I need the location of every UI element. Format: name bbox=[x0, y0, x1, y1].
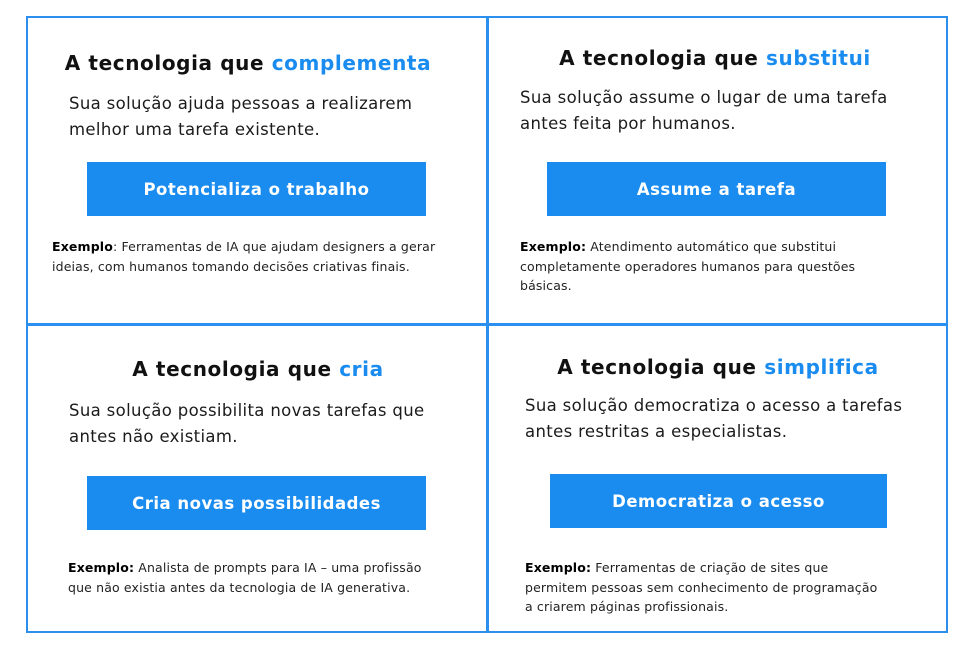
example-label: Exemplo bbox=[52, 239, 113, 254]
example-text: Ferramentas de IA que ajudam designers a gerar bbox=[117, 239, 436, 254]
card-example-line bbox=[68, 558, 422, 578]
cria-possibilidades-button[interactable]: Cria novas possibilidades bbox=[87, 476, 426, 530]
card-simplifica bbox=[489, 326, 946, 631]
potencializa-button[interactable]: Potencializa o trabalho bbox=[87, 162, 426, 216]
card-description-line: antes restritas a especialistas. bbox=[525, 422, 788, 441]
card-description bbox=[69, 398, 425, 450]
card-title bbox=[10, 51, 486, 75]
card-description bbox=[520, 85, 888, 137]
assume-tarefa-button[interactable]: Assume a tarefa bbox=[547, 162, 886, 216]
card-title-highlight: simplifica bbox=[764, 355, 879, 379]
example-text: Atendimento automático que substitui bbox=[586, 239, 837, 254]
card-example-line: a criarem páginas profissionais. bbox=[525, 599, 729, 614]
card-example-line bbox=[525, 558, 877, 578]
card-description-line: melhor uma tarefa existente. bbox=[69, 120, 321, 139]
card-example bbox=[52, 237, 435, 276]
card-description-line: antes feita por humanos. bbox=[520, 114, 736, 133]
card-description-line: Sua solução possibilita novas tarefas que bbox=[69, 401, 425, 420]
example-label: Exemplo: bbox=[525, 560, 592, 575]
example-label-separator: : bbox=[112, 239, 118, 254]
card-example-line: ideias, com humanos tomando decisões criativas finais. bbox=[52, 258, 410, 274]
card-example-line: básicas. bbox=[520, 278, 572, 293]
card-example bbox=[68, 558, 422, 597]
card-title bbox=[490, 355, 946, 379]
card-title bbox=[484, 46, 946, 70]
card-title-prefix: A tecnologia que bbox=[557, 355, 757, 379]
card-title bbox=[30, 357, 486, 381]
card-description-line: antes não existiam. bbox=[69, 427, 238, 446]
card-example-line bbox=[520, 237, 855, 257]
card-example bbox=[520, 237, 855, 296]
card-title-highlight: cria bbox=[339, 357, 384, 381]
card-example-line: que não existia antes da tecnologia de IA generativa. bbox=[68, 579, 411, 595]
card-complementa bbox=[28, 18, 486, 323]
example-label: Exemplo: bbox=[68, 560, 135, 575]
card-description-line: Sua solução assume o lugar de uma tarefa bbox=[520, 88, 888, 107]
card-example-line: permitem pessoas sem conhecimento de programação bbox=[525, 579, 878, 595]
example-text: Analista de prompts para IA – uma profissão bbox=[134, 560, 422, 575]
card-title-prefix: A tecnologia que bbox=[132, 357, 332, 381]
card-substitui bbox=[489, 18, 946, 323]
card-title-prefix: A tecnologia que bbox=[559, 46, 759, 70]
card-description-line: Sua solução democratiza o acesso a tarefas bbox=[525, 396, 903, 415]
card-cria bbox=[28, 326, 486, 631]
card-description bbox=[525, 393, 902, 445]
card-description-line: Sua solução ajuda pessoas a realizarem bbox=[69, 94, 413, 113]
card-example bbox=[525, 558, 877, 617]
card-description bbox=[69, 91, 412, 143]
card-title-highlight: substitui bbox=[766, 46, 871, 70]
card-example-line: completamente operadores humanos para questões bbox=[520, 258, 856, 274]
example-text: Ferramentas de criação de sites que bbox=[591, 560, 829, 575]
card-title-highlight: complementa bbox=[271, 51, 432, 75]
example-label: Exemplo: bbox=[520, 239, 587, 254]
card-example-line bbox=[52, 237, 435, 257]
card-title-prefix: A tecnologia que bbox=[64, 51, 265, 75]
democratiza-button[interactable]: Democratiza o acesso bbox=[550, 474, 887, 528]
